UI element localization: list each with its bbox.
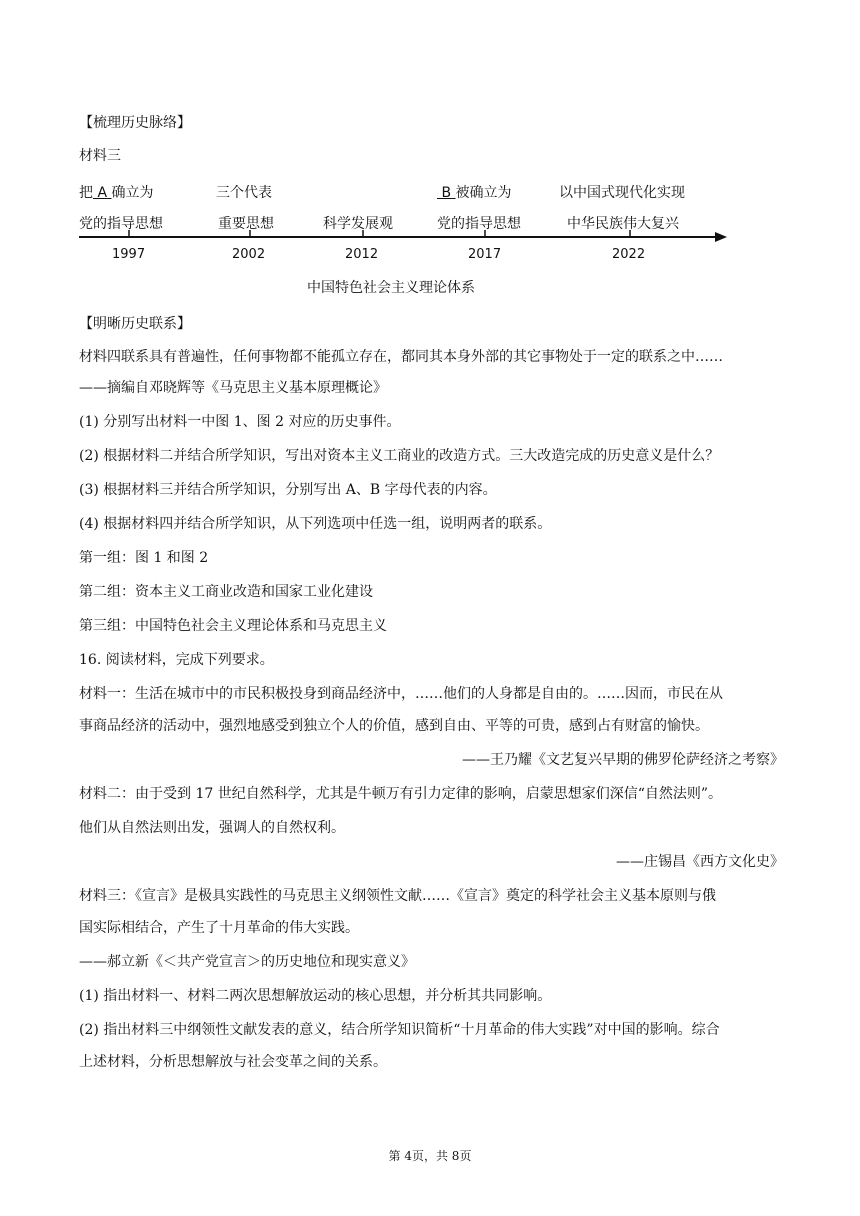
timeline-label-1997-top: 把 A 确立为 <box>79 185 154 201</box>
timeline-label-2022-top: 以中国式现代化实现 <box>559 185 685 201</box>
option-group-3: 第三组：中国特色社会主义理论体系和马克思主义 <box>79 618 387 634</box>
timeline-year-2022: 2022 <box>612 247 646 262</box>
q16-material2-source: ——庄锡昌《西方文化史》 <box>616 854 784 870</box>
timeline-label-2012-bottom: 科学发展观 <box>323 216 393 232</box>
timeline-year-2017: 2017 <box>468 247 502 262</box>
timeline-label-1997-bottom: 党的指导思想 <box>79 216 163 232</box>
timeline-caption: 中国特色社会主义理论体系 <box>307 280 475 296</box>
timeline-diagram <box>79 178 739 296</box>
option-group-2: 第二组：资本主义工商业改造和国家工业化建设 <box>79 584 373 600</box>
timeline-label-2017-bottom: 党的指导思想 <box>437 216 521 232</box>
q15-part1: (1) 分别写出材料一中图 1、图 2 对应的历史事件。 <box>79 414 401 430</box>
section-heading-history-context: 【梳理历史脉络】 <box>79 115 191 131</box>
q16-material3-source: ——郝立新《＜共产党宣言＞的历史地位和现实意义》 <box>79 954 415 970</box>
q16-material2-line1: 材料二：由于受到 17 世纪自然科学，尤其是牛顿万有引力定律的影响，启蒙思想家们深信“自然法则”。 <box>79 786 723 802</box>
timeline-year-2012: 2012 <box>345 247 379 262</box>
q16-part1: (1) 指出材料一、材料二两次思想解放运动的核心思想，并分析其共同影响。 <box>79 988 552 1004</box>
timeline-label-2002-top: 三个代表 <box>216 185 272 201</box>
timeline-label-2002-bottom: 重要思想 <box>218 216 274 232</box>
q16-material3-line1: 材料三：《宣言》是极具实践性的马克思主义纲领性文献……《宣言》奠定的科学社会主义基本原则与俄 <box>79 888 716 904</box>
timeline-label-2017-top: B 被确立为 <box>441 185 512 201</box>
q15-part2: (2) 根据材料二并结合所学知识，写出对资本主义工商业的改造方式。三大改造完成的历史意义是什么？ <box>79 448 720 464</box>
option-group-1: 第一组：图 1 和图 2 <box>79 550 209 566</box>
material3-label: 材料三 <box>79 148 121 164</box>
timeline-arrowhead <box>715 232 727 242</box>
material4-text: 材料四联系具有普遍性，任何事物都不能孤立存在，都同其本身外部的其它事物处于一定的联系之中…… <box>79 349 723 365</box>
q15-part3: (3) 根据材料三并结合所学知识，分别写出 A、B 字母代表的内容。 <box>79 482 497 498</box>
q15-part4: (4) 根据材料四并结合所学知识，从下列选项中任选一组，说明两者的联系。 <box>79 516 552 532</box>
q16-material1-line1: 材料一：生活在城市中的市民积极投身到商品经济中，……他们的人身都是自由的。……因而，市民在从 <box>79 686 723 702</box>
q16-part2-line2: 上述材料，分析思想解放与社会变革之间的关系。 <box>79 1054 387 1070</box>
q16-material1-line2: 事商品经济的活动中，强烈地感受到独立个人的价值，感到自由、平等的可贵，感到占有财富的愉快。 <box>79 718 709 734</box>
q16-title: 16. 阅读材料，完成下列要求。 <box>79 652 274 668</box>
q16-material3-line2: 国实际相结合，产生了十月革命的伟大实践。 <box>79 920 359 936</box>
q16-material2-line2: 他们从自然法则出发，强调人的自然权利。 <box>79 820 345 836</box>
page-footer: 第 4页，共 8页 <box>388 1149 472 1163</box>
timeline-year-2002: 2002 <box>232 247 266 262</box>
timeline-year-1997: 1997 <box>112 247 146 262</box>
q16-part2-line1: (2) 指出材料三中纲领性文献发表的意义，结合所学知识简析“十月革命的伟大实践”对中国的影响。综合 <box>79 1022 720 1038</box>
material4-source: ——摘编自邓晓辉等《马克思主义基本原理概论》 <box>79 380 387 396</box>
section-heading-history-links: 【明晰历史联系】 <box>79 316 191 332</box>
q16-material1-source: ——王乃耀《文艺复兴早期的佛罗伦萨经济之考察》 <box>462 752 784 768</box>
timeline-label-2022-bottom: 中华民族伟大复兴 <box>567 216 679 232</box>
